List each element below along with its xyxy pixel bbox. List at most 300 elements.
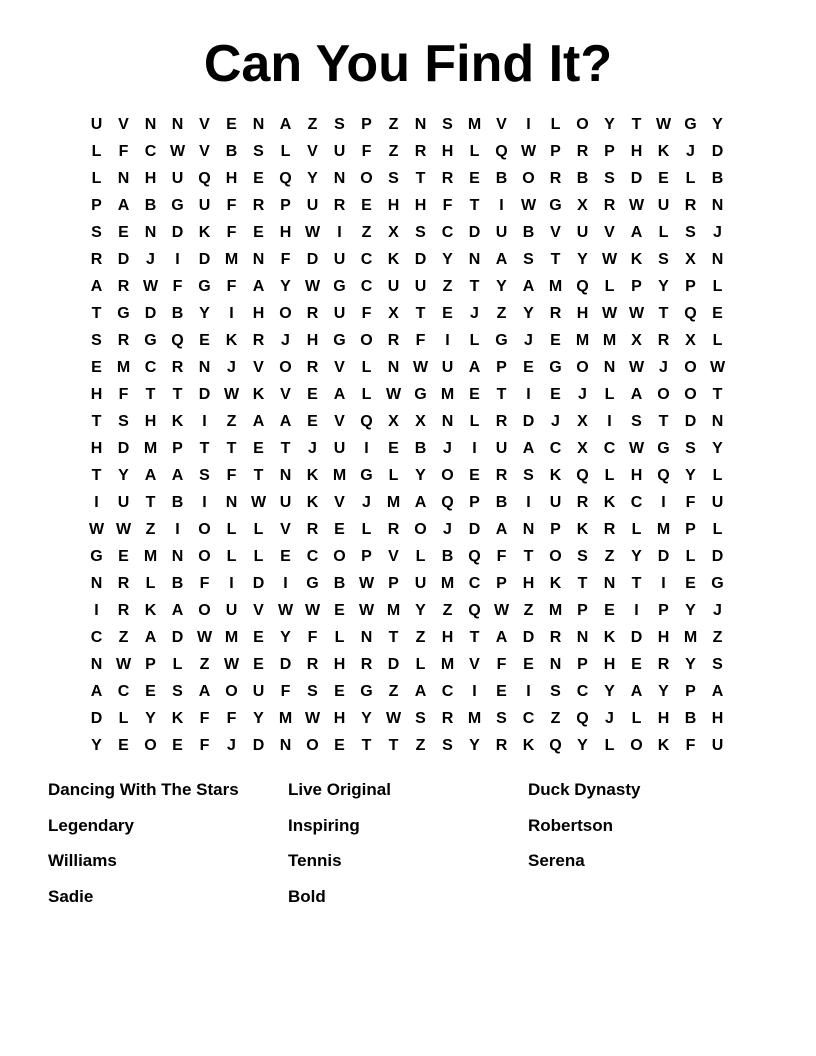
grid-letter: A [522,439,535,457]
grid-letter: S [172,682,183,700]
grid-letter: Y [523,304,534,322]
grid-letter: I [634,601,639,619]
grid-letter: Y [712,439,723,457]
grid-letter: W [304,601,321,619]
grid-letter: R [576,493,589,511]
grid-letter: I [283,574,288,592]
grid-letter: V [118,115,129,133]
grid-letter: S [442,115,453,133]
grid-letter: L [604,277,615,295]
grid-letter: O [225,682,238,700]
grid-letter: V [199,142,210,160]
grid-letter: B [522,223,535,241]
grid-letter: T [415,169,426,187]
grid-letter: L [334,628,345,646]
grid-letter: Z [550,709,561,727]
grid-letter: G [306,574,319,592]
grid-letter: L [712,466,723,484]
grid-letter: H [441,142,454,160]
word-list-item: Dancing With The Stars [48,780,239,799]
grid-letter: O [657,385,670,403]
grid-letter: R [495,412,508,430]
grid-letter: S [685,439,696,457]
word-list-item: Bold [288,886,326,906]
grid-letter: L [226,547,237,565]
grid-letter: T [91,412,102,430]
grid-letter: L [712,331,723,349]
grid-letter: B [495,169,508,187]
grid-letter: L [631,709,642,727]
grid-letter: V [550,223,561,241]
grid-letter: E [658,169,669,187]
grid-letter: R [576,142,589,160]
grid-letter: V [307,142,318,160]
grid-letter: T [91,466,102,484]
grid-letter: V [496,115,507,133]
grid-letter: R [549,628,562,646]
grid-letter: K [306,493,319,511]
grid-letter: W [628,439,645,457]
grid-letter: H [657,709,670,727]
grid-letter: W [358,574,375,592]
grid-letter: U [117,493,130,511]
grid-letter: K [171,709,184,727]
grid-letter: M [548,601,563,619]
grid-letter: Y [685,655,696,673]
grid-letter: A [252,277,265,295]
grid-letter: C [603,439,616,457]
grid-letter: X [388,412,399,430]
grid-letter: G [549,358,562,376]
grid-letter: S [523,250,534,268]
grid-letter: V [334,358,345,376]
grid-letter: R [117,331,130,349]
grid-letter: Z [523,601,534,619]
grid-letter: T [658,304,669,322]
grid-letter: L [631,520,642,538]
grid-letter: C [117,682,130,700]
grid-letter: Q [576,709,589,727]
grid-letter: Y [631,547,642,565]
grid-letter: T [172,385,183,403]
grid-letter: D [171,628,184,646]
grid-letter: I [337,223,342,241]
grid-letter: Y [253,709,264,727]
word-list-item: Robertson [528,815,613,835]
grid-letter: P [361,115,372,133]
grid-letter: N [468,250,481,268]
grid-letter: B [576,169,589,187]
grid-letter: T [523,547,534,565]
grid-letter: O [360,169,373,187]
grid-letter: S [199,466,210,484]
grid-letter: W [196,628,213,646]
grid-letter: K [549,466,562,484]
grid-letter: K [549,574,562,592]
grid-letter: C [144,358,157,376]
grid-letter: T [415,304,426,322]
grid-letter: L [685,169,696,187]
grid-letter: L [253,547,264,565]
grid-letter: W [304,709,321,727]
grid-letter: Z [361,223,372,241]
grid-letter: J [713,223,722,241]
grid-letter: A [117,196,130,214]
grid-letter: H [90,385,103,403]
grid-letter: Z [604,547,615,565]
grid-letter: R [306,655,319,673]
grid-letter: S [91,223,102,241]
grid-letter: Z [199,655,210,673]
grid-letter: Y [496,277,507,295]
grid-letter: T [469,196,480,214]
grid-letter: Q [468,547,481,565]
grid-letter: L [91,142,102,160]
grid-letter: Y [145,709,156,727]
grid-letter: V [253,358,264,376]
grid-letter: D [117,439,130,457]
grid-letter: F [199,709,210,727]
grid-letter: F [280,250,291,268]
grid-letter: U [279,493,292,511]
grid-letter: B [144,196,157,214]
grid-letter: D [684,412,697,430]
grid-letter: U [171,169,184,187]
grid-letter: A [495,520,508,538]
grid-letter: U [333,142,346,160]
grid-letter: D [711,547,724,565]
grid-letter: M [575,331,590,349]
grid-letter: Y [658,277,669,295]
grid-letter: N [360,628,373,646]
grid-letter: U [414,277,427,295]
grid-letter: I [445,331,450,349]
grid-letter: U [576,223,589,241]
grid-letter: O [279,304,292,322]
grid-letter: H [414,196,427,214]
grid-letter: N [225,493,238,511]
grid-letter: E [253,628,264,646]
grid-letter: K [603,628,616,646]
grid-letter: X [631,331,642,349]
grid-letter: S [442,736,453,754]
grid-letter: Q [468,601,481,619]
grid-letter: W [628,358,645,376]
grid-letter: I [607,412,612,430]
grid-letter: T [577,574,588,592]
grid-letter: N [387,358,400,376]
grid-letter: U [549,493,562,511]
grid-letter: Y [658,682,669,700]
grid-letter: R [117,574,130,592]
grid-letter: Q [171,331,184,349]
grid-letter: Z [388,142,399,160]
grid-letter: C [441,682,454,700]
grid-letter: I [364,439,369,457]
grid-letter: Z [307,115,318,133]
grid-letter: S [685,223,696,241]
grid-letter: E [118,547,129,565]
grid-letter: G [414,385,427,403]
grid-letter: I [94,601,99,619]
grid-letter: C [306,547,319,565]
grid-letter: E [523,358,534,376]
grid-letter: U [333,439,346,457]
grid-letter: V [469,655,480,673]
grid-letter: I [202,412,207,430]
grid-letter: A [495,628,508,646]
grid-letter: A [630,223,643,241]
grid-letter: K [171,412,184,430]
grid-letter: P [685,682,696,700]
grid-letter: P [631,277,642,295]
grid-letter: Y [604,115,615,133]
grid-letter: G [684,115,697,133]
grid-letter: G [333,277,346,295]
grid-letter: Z [118,628,129,646]
grid-letter: R [495,466,508,484]
grid-letter: P [91,196,102,214]
grid-letter: R [387,520,400,538]
grid-letter: T [469,628,480,646]
grid-letter: J [443,439,452,457]
grid-letter: D [198,250,211,268]
grid-letter: D [657,547,670,565]
grid-letter: F [118,142,129,160]
grid-letter: W [304,223,321,241]
grid-letter: W [250,493,267,511]
grid-letter: Y [442,250,453,268]
grid-letter: Q [684,304,697,322]
grid-letter: L [280,142,291,160]
grid-letter: L [604,385,615,403]
grid-letter: A [495,250,508,268]
grid-letter: D [279,655,292,673]
grid-letter: H [441,628,454,646]
grid-letter: I [472,682,477,700]
grid-letter: M [467,115,482,133]
grid-letter: O [198,601,211,619]
grid-letter: Y [604,682,615,700]
grid-letter: I [229,574,234,592]
grid-letter: Y [577,250,588,268]
grid-letter: E [631,655,642,673]
grid-letter: E [334,520,345,538]
grid-letter: R [603,520,616,538]
grid-letter: Y [469,736,480,754]
grid-letter: J [686,142,695,160]
grid-letter: G [171,196,184,214]
grid-letter: E [469,169,480,187]
grid-letter: S [604,169,615,187]
grid-letter: K [657,736,670,754]
grid-letter: O [360,331,373,349]
grid-letter: S [550,682,561,700]
grid-letter: R [657,331,670,349]
grid-letter: H [333,655,346,673]
grid-letter: L [226,520,237,538]
grid-letter: E [334,601,345,619]
grid-letter: S [496,709,507,727]
grid-letter: E [253,439,264,457]
grid-letter: W [142,277,159,295]
grid-letter: M [278,709,293,727]
grid-letter: O [576,358,589,376]
grid-letter: R [360,655,373,673]
grid-letter: W [493,601,510,619]
grid-letter: H [603,655,616,673]
grid-letter: S [118,412,129,430]
grid-letter: E [118,223,129,241]
grid-letter: S [307,682,318,700]
grid-letter: B [711,169,724,187]
grid-letter: R [117,277,130,295]
grid-letter: L [253,520,264,538]
grid-letter: N [117,169,130,187]
grid-letter: W [88,520,105,538]
grid-letter: Z [496,304,507,322]
grid-letter: O [198,520,211,538]
grid-letter: M [548,277,563,295]
grid-letter: U [90,115,103,133]
grid-letter: I [175,520,180,538]
grid-letter: I [202,493,207,511]
grid-letter: A [711,682,724,700]
grid-letter: K [630,250,643,268]
grid-letter: N [90,655,103,673]
grid-letter: L [172,655,183,673]
grid-letter: R [414,142,427,160]
grid-letter: D [414,250,427,268]
grid-letter: V [199,115,210,133]
grid-letter: A [252,412,265,430]
grid-letter: Y [307,169,318,187]
grid-letter: G [90,547,103,565]
grid-letter: P [685,520,696,538]
grid-letter: N [252,250,265,268]
grid-letter: J [551,412,560,430]
grid-letter: A [171,601,184,619]
grid-letter: E [496,682,507,700]
grid-letter: E [253,655,264,673]
grid-letter: K [144,601,157,619]
grid-letter: K [657,142,670,160]
grid-letter: E [469,466,480,484]
grid-letter: E [307,412,318,430]
grid-letter: T [631,574,642,592]
grid-letter: U [333,304,346,322]
grid-letter: M [467,709,482,727]
grid-letter: D [468,520,481,538]
grid-letter: L [712,520,723,538]
grid-letter: S [91,331,102,349]
grid-letter: H [711,709,724,727]
grid-letter: N [576,628,589,646]
grid-letter: H [387,196,400,214]
grid-letter: O [684,358,697,376]
grid-letter: Z [442,601,453,619]
grid-letter: S [334,115,345,133]
grid-letter: O [333,547,346,565]
grid-letter: N [549,655,562,673]
grid-letter: U [252,682,265,700]
grid-letter: O [630,736,643,754]
grid-letter: U [306,196,319,214]
grid-letter: F [172,277,183,295]
grid-letter: W [223,385,240,403]
grid-letter: A [333,385,346,403]
grid-letter: G [144,331,157,349]
grid-letter: E [226,115,237,133]
grid-letter: D [171,223,184,241]
grid-letter: W [304,277,321,295]
grid-letter: I [175,250,180,268]
grid-letter: Z [388,682,399,700]
grid-letter: N [711,412,724,430]
grid-letter: Q [360,412,373,430]
grid-letter: B [441,547,454,565]
grid-letter: J [659,358,668,376]
grid-letter: W [358,601,375,619]
grid-letter: B [171,493,184,511]
grid-letter: M [224,628,239,646]
grid-letter: K [603,493,616,511]
grid-letter: F [685,493,696,511]
grid-letter: B [495,493,508,511]
grid-letter: N [414,115,427,133]
grid-letter: M [440,385,455,403]
grid-letter: O [549,547,562,565]
grid-letter: R [306,304,319,322]
grid-letter: U [495,223,508,241]
grid-letter: H [144,412,157,430]
grid-letter: W [601,304,618,322]
grid-letter: P [604,142,615,160]
grid-letter: B [414,439,427,457]
grid-letter: K [252,385,265,403]
grid-letter: Z [388,115,399,133]
grid-letter: L [469,331,480,349]
grid-letter: N [522,520,535,538]
grid-letter: Y [415,601,426,619]
grid-letter: D [306,250,319,268]
grid-letter: J [308,439,317,457]
grid-letter: K [306,466,319,484]
grid-letter: W [520,142,537,160]
grid-letter: F [199,736,210,754]
grid-letter: E [91,358,102,376]
grid-letter: H [576,304,589,322]
grid-letter: D [117,250,130,268]
grid-letter: L [469,412,480,430]
grid-letter: L [91,169,102,187]
grid-letter: Z [145,520,156,538]
grid-letter: J [470,304,479,322]
grid-letter: W [628,304,645,322]
grid-letter: T [280,439,291,457]
grid-letter: Z [415,736,426,754]
grid-letter: A [90,277,103,295]
grid-letter: F [280,682,291,700]
grid-letter: R [387,331,400,349]
grid-letter: L [604,736,615,754]
grid-letter: O [522,169,535,187]
grid-letter: M [143,547,158,565]
grid-letter: L [469,142,480,160]
grid-letter: T [469,277,480,295]
grid-letter: T [226,439,237,457]
grid-letter: R [441,709,454,727]
